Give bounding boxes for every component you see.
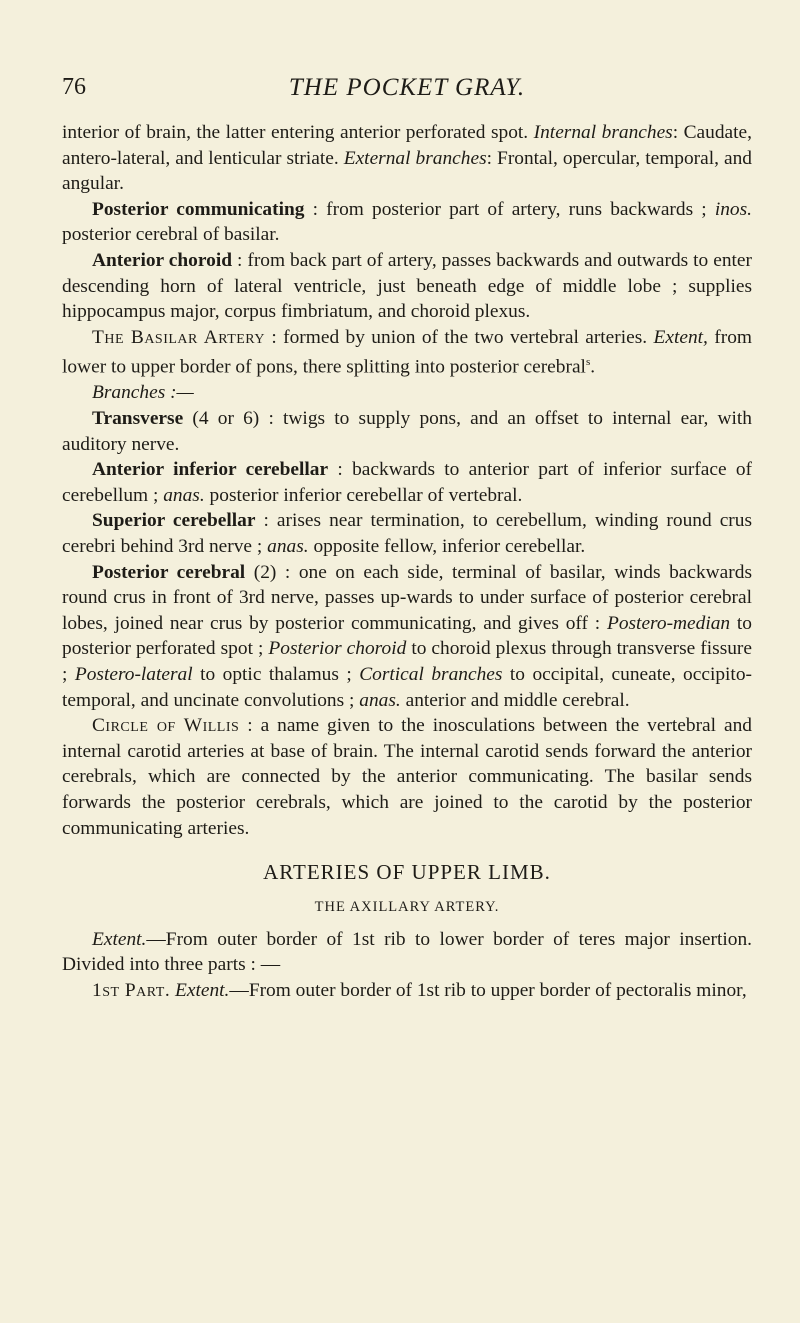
paragraph-superior-cerebellar: Superior cerebellar : arises near termination, to cerebellum, winding round crus cerebri behind 3rd nerve ; anas. opposite fellow, inferior cerebellar. (62, 510, 753, 557)
subsection-title: THE AXILLARY ARTERY. (314, 899, 500, 916)
heading-anterior-inferior-cerebellar: Anterior inferior cerebellar (92, 459, 329, 481)
running-title: THE POCKET GRAY. (288, 74, 526, 101)
paragraph-transverse: Transverse (4 or 6) : twigs to supply pons, and an offset to internal ear, with auditory nerve. (62, 408, 752, 455)
paragraph-anterior-choroid: Anterior choroid : from back part of artery, passes backwards and outwards to enter descending horn of lateral ventricle, just beneath edge of middle lobe ; supplies hippocampus major, corpus fimbriatum, and choroid plexus. (62, 249, 752, 323)
page-number: 76 (62, 74, 86, 100)
section-title: ARTERIES OF UPPER LIMB. (263, 860, 551, 885)
paragraph-first-part: 1st Part. Extent.—From outer border of 1st rib to upper border of pectoralis minor, (92, 979, 747, 1001)
paragraph-anterior-inferior-cerebellar: Anterior inferior cerebellar : backwards to anterior part of inferior surface of cerebellum ; anas. posterior inferior cerebellar of vertebral. (62, 459, 752, 506)
heading-superior-cerebellar: Superior cerebellar (92, 510, 256, 532)
heading-posterior-communicating: Posterior communicating (92, 198, 305, 220)
heading-anterior-choroid: Anterior choroid (92, 249, 232, 271)
internal-branches-label: Internal branches (533, 122, 673, 143)
paragraph-circle-of-willis: Circle of Willis : a name given to the inosculations between the vertebral and internal carotid arteries at base of brain. The internal carotid sends forward the anterior cerebrals, which are connected by the anterior communicating. The basilar sends forwards the posterior cerebrals, which are joined to the carotid by the posterior communicating arteries. (62, 715, 752, 839)
heading-transverse: Transverse (92, 408, 184, 429)
heading-first-part: 1st Part. (92, 979, 171, 1001)
external-branches-label: External branches (343, 147, 487, 169)
heading-circle-of-willis: Circle of Willis (92, 715, 240, 737)
paragraph-basilar-artery: The Basilar Artery : formed by union of the two vertebral arteries. Extent, from lower to upper border of pons, there splitting into posterior cerebral$^s$. (62, 326, 752, 378)
body-text (62, 120, 752, 1003)
page-header (62, 74, 752, 104)
branches-label: Branches :— (92, 382, 194, 404)
paragraph-posterior-communicating: Posterior communicating : from posterior part of artery, runs backwards ; inos. posterior cerebral of basilar. (62, 198, 752, 246)
heading-basilar-artery: The Basilar Artery (92, 326, 265, 348)
paragraph-posterior-cerebral: Posterior cerebral (2) : one on each side, terminal of basilar, winds backwards round crus in front of 3rd nerve, passes up-wards to under surface of posterior cerebral lobes, joined near crus by posterior communicating, and gives off : Postero-median to posterior perforated spot ; Posterior choroid to choroid plexus through transverse fissure ; Postero-lateral to optic thalamus ; Cortical branches to occipital, cuneate, occipito-temporal, and uncinate convolutions ; anas. anterior and middle cerebral. (62, 561, 752, 711)
paragraph-internal-carotid-branches: interior of brain, the latter entering anterior perforated spot. Internal branches: Caudate, antero-lateral, and lenticular striate. External branches: Frontal, opercular, temporal, and angular. (62, 122, 753, 195)
heading-posterior-cerebral: Posterior cerebral (92, 561, 246, 583)
paragraph-branches (62, 380, 752, 406)
paragraph-axillary-extent: Extent.—From outer border of 1st rib to lower border of teres major insertion. Divided into three parts : — (62, 928, 752, 976)
